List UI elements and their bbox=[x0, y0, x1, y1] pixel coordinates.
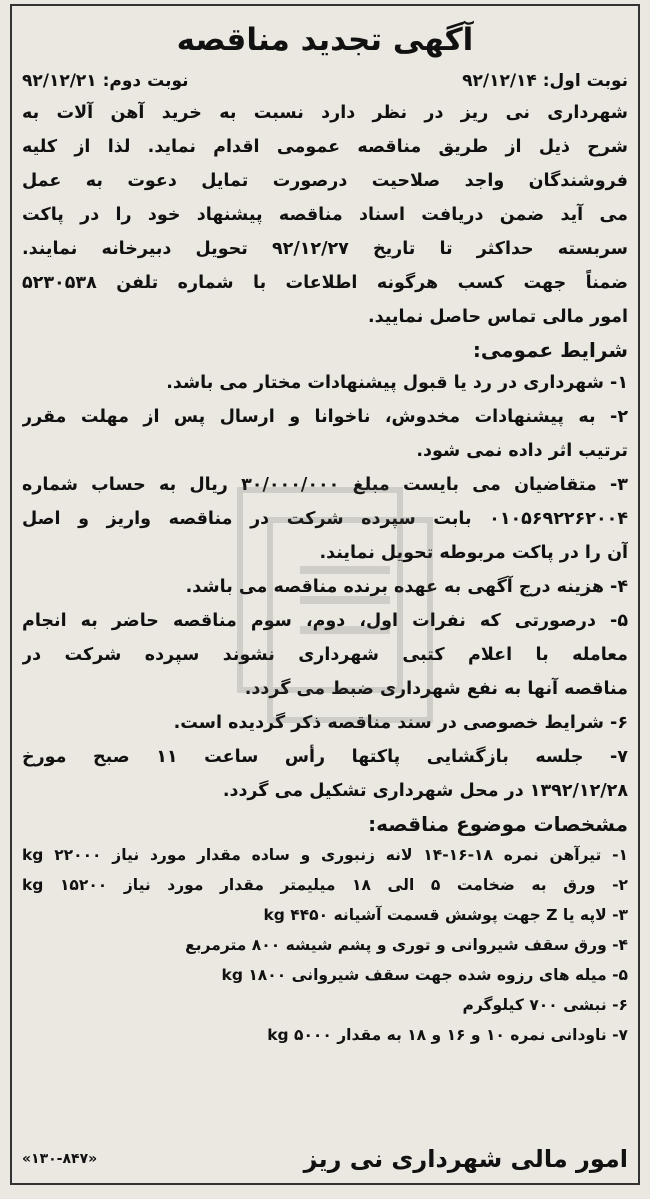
issuer-signature: امور مالی شهرداری نی ریز bbox=[303, 1145, 628, 1173]
condition-line: ۷- جلسه بازگشایی پاکتها رأس ساعت ۱۱ صبح مورخ bbox=[22, 747, 628, 767]
spec-item: ۶- نبشی ۷۰۰ کیلوگرم bbox=[462, 996, 628, 1014]
condition-line: ۳- متقاضیان می بایست مبلغ ۳۰/۰۰۰/۰۰۰ ریال به حساب شماره bbox=[22, 475, 628, 495]
spec-item: ۴- ورق سقف شیروانی و توری و پشم شیشه ۸۰۰ مترمربع bbox=[185, 936, 628, 954]
condition-line: مناقصه آنها به نفع شهرداری ضبط می گردد. bbox=[244, 679, 628, 699]
intro-paragraph bbox=[22, 96, 628, 334]
condition-line: ترتیب اثر داده نمی شود. bbox=[416, 441, 628, 461]
intro-line: می آید ضمن دریافت اسناد مناقصه پیشنهاد خود را در پاکت bbox=[22, 205, 628, 225]
condition-line: آن را در پاکت مربوطه تحویل نمایند. bbox=[319, 543, 628, 563]
general-conditions bbox=[22, 366, 628, 808]
condition-line: ۱۳۹۲/۱۲/۲۸ در محل شهرداری تشکیل می گردد. bbox=[222, 781, 628, 801]
condition-line: ۴- هزینه درج آگهی به عهده برنده مناقصه می باشد. bbox=[185, 577, 628, 597]
spec-item: ۲- ورق به ضخامت ۵ الی ۱۸ میلیمتر مقدار مورد نیاز ۱۵۲۰۰ kg bbox=[22, 876, 628, 894]
frame-left bbox=[10, 4, 12, 1185]
intro-line: سربسته حداکثر تا تاریخ ۹۲/۱۲/۲۷ تحویل دبیرخانه نمایند. bbox=[22, 239, 628, 259]
first-publication: نوبت اول: ۹۲/۱۲/۱۴ bbox=[462, 71, 628, 91]
second-publication: نوبت دوم: ۹۲/۱۲/۲۱ bbox=[22, 71, 189, 91]
spec-item: ۳- لاپه یا Z جهت پوشش قسمت آشیانه ۴۴۵۰ kg bbox=[263, 906, 628, 924]
spec-item: ۱- تیرآهن نمره ۱۸-۱۶-۱۴ لانه زنبوری و ساده مقدار مورد نیاز ۲۲۰۰۰ kg bbox=[22, 846, 628, 864]
notice-title: آگهی تجدید مناقصه bbox=[176, 22, 474, 58]
intro-line: امور مالی تماس حاصل نمایید. bbox=[367, 307, 628, 327]
notice-footer bbox=[22, 1139, 628, 1179]
intro-line: شهرداری نی ریز در نظر دارد نسبت به خرید آهن آلات به bbox=[22, 103, 628, 123]
intro-line: ضمناً جهت کسب هرگونه اطلاعات با شماره تلفن ۵۲۳۰۵۳۸ bbox=[22, 273, 628, 293]
frame-bottom bbox=[10, 1183, 640, 1185]
specifications-heading: مشخصات موضوع مناقصه: bbox=[368, 812, 628, 836]
condition-line: ۵- درصورتی که نفرات اول، دوم، سوم مناقصه حاضر به انجام bbox=[22, 611, 628, 631]
condition-line: معامله با اعلام کتبی شهرداری نشوند سپرده شرکت در bbox=[22, 645, 628, 665]
intro-line: فروشندگان واجد صلاحیت درصورت تمایل دعوت به عمل bbox=[22, 171, 628, 191]
condition-line: ۰۱۰۵۶۹۲۲۶۲۰۰۴ بابت سپرده شرکت در مناقصه واریز و اصل bbox=[22, 509, 628, 529]
publication-dates bbox=[22, 66, 628, 96]
general-conditions-heading: شرایط عمومی: bbox=[472, 338, 628, 362]
condition-line: ۱- شهرداری در رد یا قبول پیشنهادات مختار می باشد. bbox=[166, 373, 628, 393]
condition-line: ۲- به پیشنهادات مخدوش، ناخوانا و ارسال پس از مهلت مقرر bbox=[22, 407, 628, 427]
notice-code: «۱۳۰-۸۴۷» bbox=[22, 1151, 98, 1167]
spec-item: ۵- میله های رزوه شده جهت سقف شیروانی ۱۸۰۰ kg bbox=[221, 966, 628, 984]
condition-line: ۶- شرایط خصوصی در سند مناقصه ذکر گردیده است. bbox=[173, 713, 628, 733]
frame-right bbox=[638, 4, 640, 1185]
specifications-list bbox=[22, 840, 628, 1050]
frame-top bbox=[10, 4, 640, 6]
intro-line: شرح ذیل از طریق مناقصه عمومی اقدام نماید. لذا از کلیه bbox=[22, 137, 628, 157]
spec-item: ۷- ناودانی نمره ۱۰ و ۱۶ و ۱۸ به مقدار ۵۰۰۰ kg bbox=[267, 1026, 628, 1044]
